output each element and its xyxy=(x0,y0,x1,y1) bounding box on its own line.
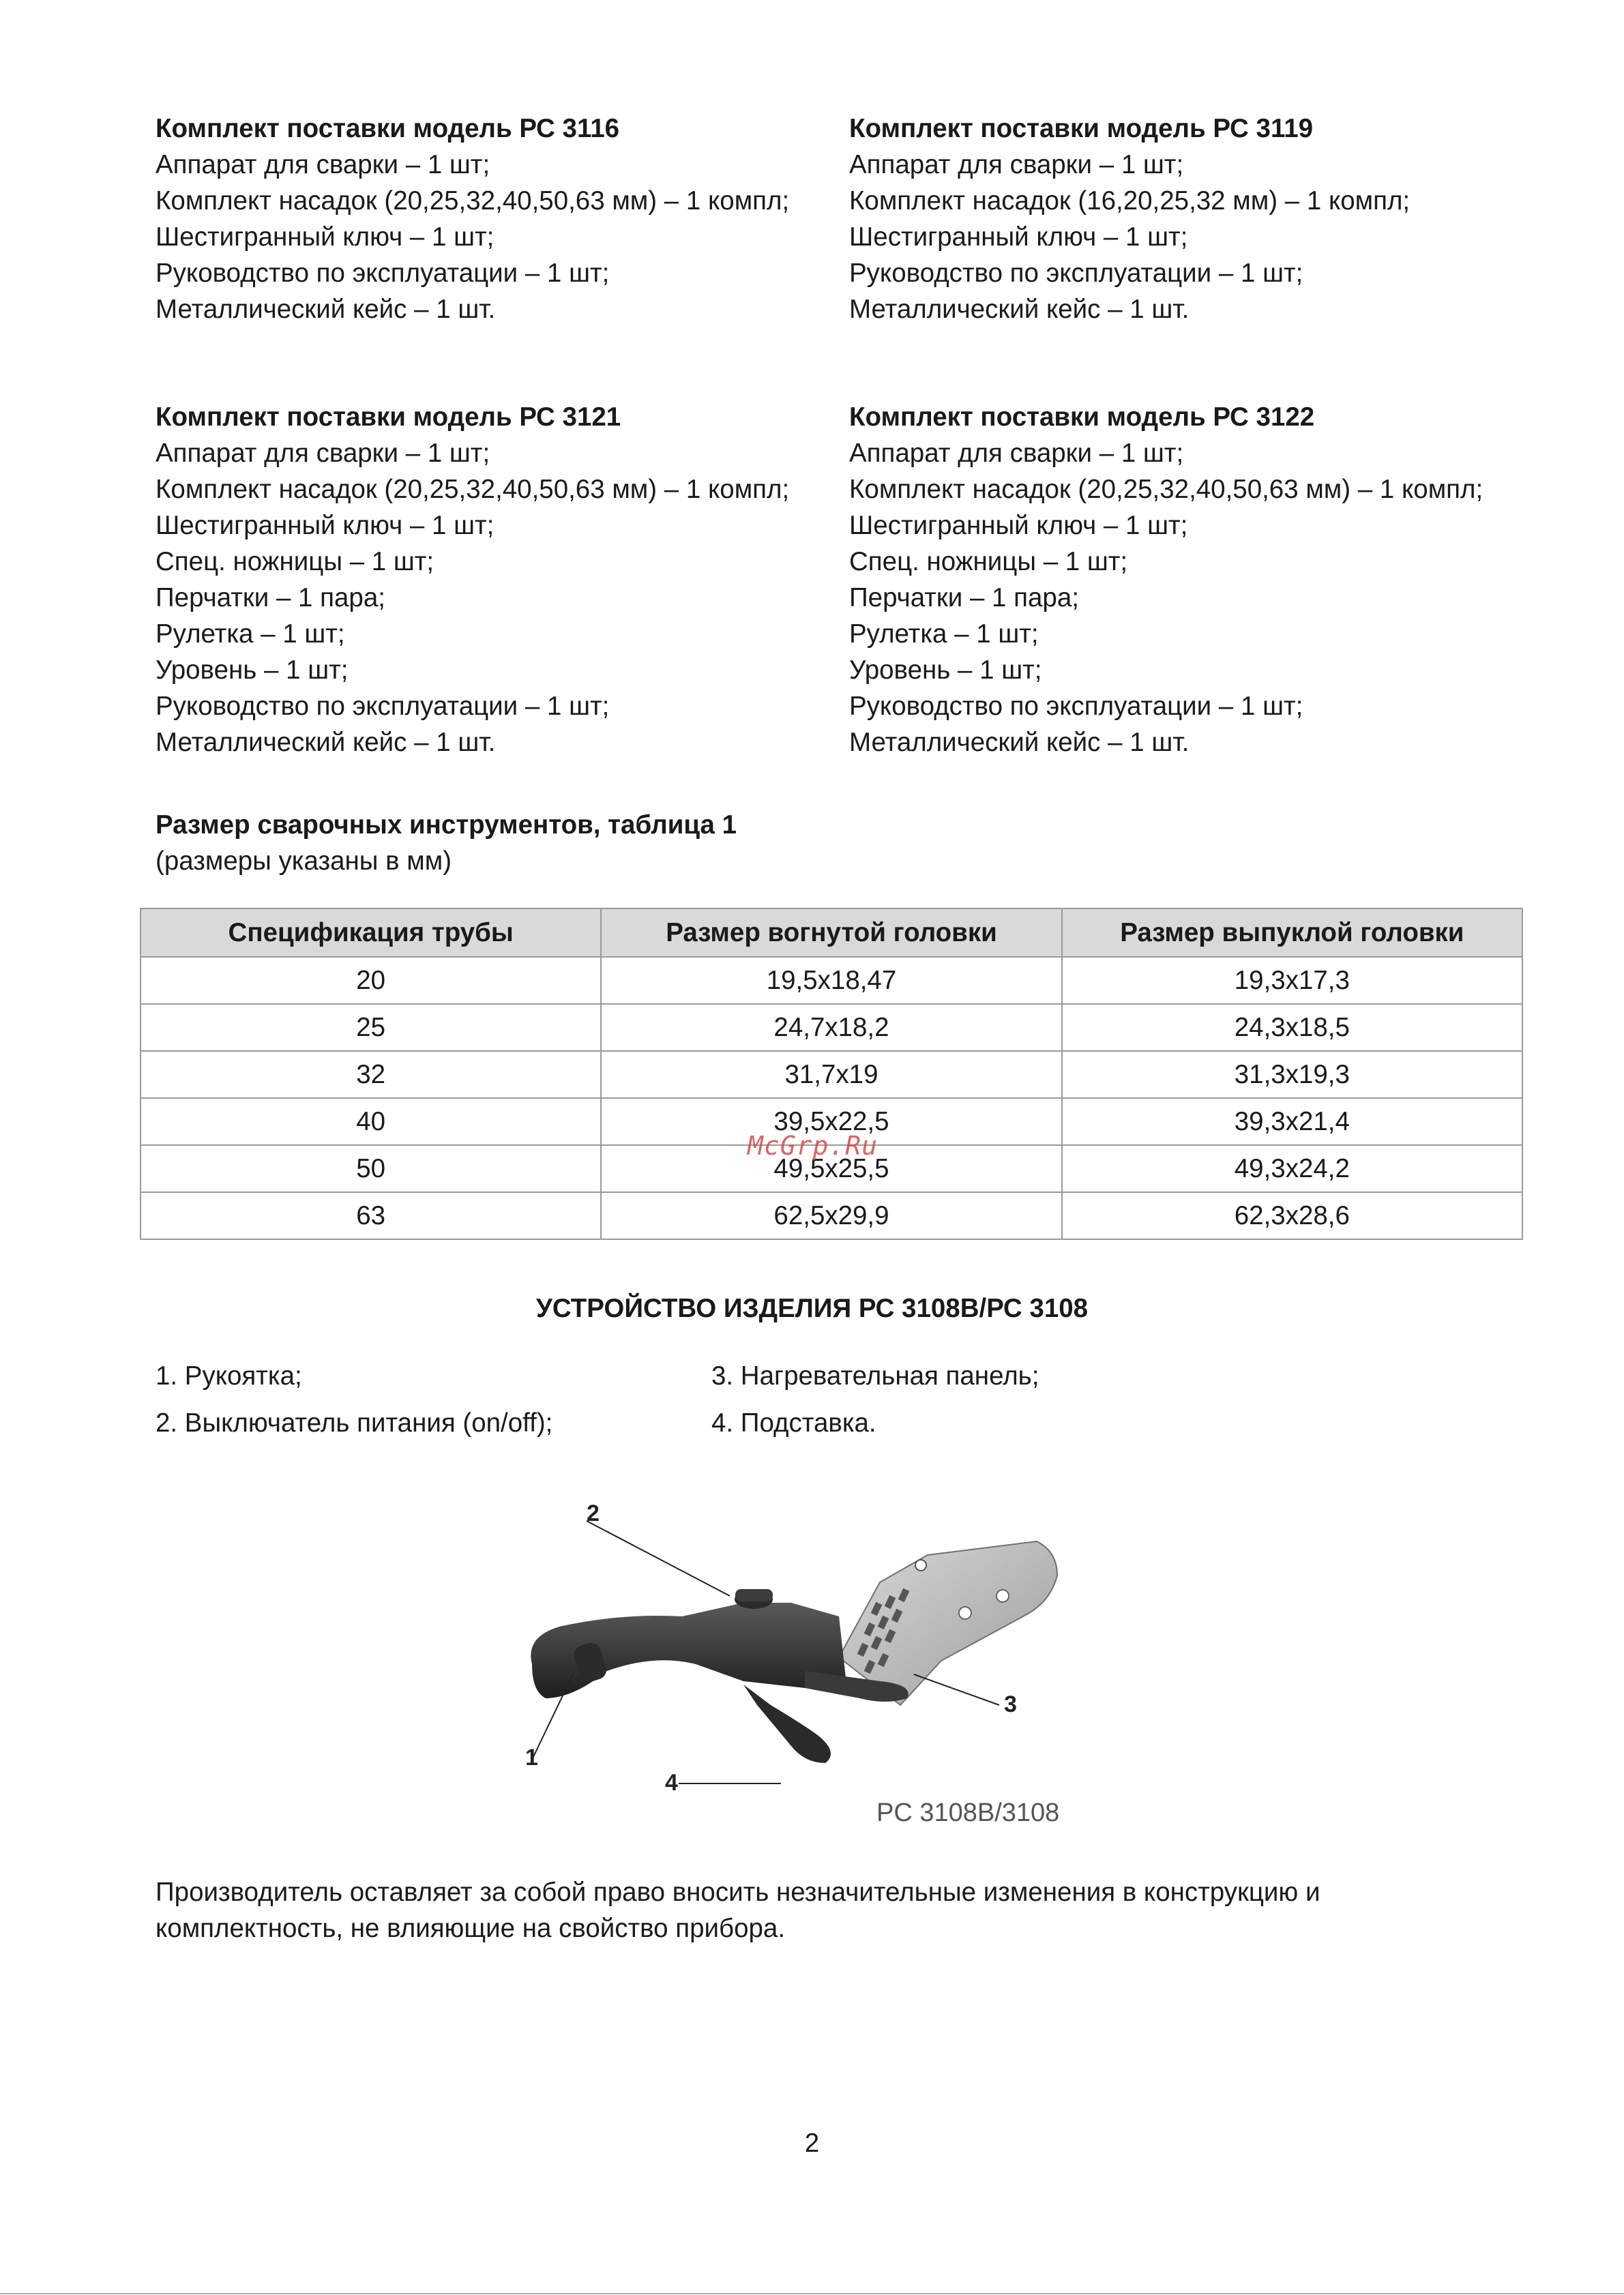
part-heating-panel: 3. Нагревательная панель; xyxy=(711,1361,1039,1391)
table-cell: 24,3х18,5 xyxy=(1062,1004,1522,1051)
callout-1: 1 xyxy=(525,1745,538,1771)
table-cell: 62,5х29,9 xyxy=(601,1192,1061,1239)
table-cell: 50 xyxy=(141,1145,601,1192)
kit-item: Шестигранный ключ – 1 шт; xyxy=(156,511,494,540)
table-cell: 49,5х25,5 xyxy=(601,1145,1061,1192)
table-cell: 24,7х18,2 xyxy=(601,1004,1061,1051)
table-cell: 31,7х19 xyxy=(601,1051,1061,1098)
kit-item: Шестигранный ключ – 1 шт; xyxy=(156,222,494,252)
table-cell: 19,3х17,3 xyxy=(1062,957,1522,1004)
kit-item: Уровень – 1 шт; xyxy=(849,655,1042,685)
table-cell: 19,5х18,47 xyxy=(601,957,1061,1004)
part-handle: 1. Рукоятка; xyxy=(156,1361,302,1391)
kit-title: Комплект поставки модель РС 3121 xyxy=(156,402,621,432)
table-title: Размер сварочных инструментов, таблица 1 xyxy=(156,810,737,840)
page-number: 2 xyxy=(804,2129,820,2158)
kit-item: Металлический кейс – 1 шт. xyxy=(156,728,496,757)
kit-pc3119 xyxy=(849,110,1410,327)
table-row xyxy=(141,1004,1522,1051)
part-stand: 4. Подставка. xyxy=(711,1408,876,1438)
table-row xyxy=(141,1051,1522,1098)
device-section-title: УСТРОЙСТВО ИЗДЕЛИЯ РС 3108В/РС 3108 xyxy=(535,1294,1089,1323)
column-header: Спецификация трубы xyxy=(141,908,601,957)
kit-item: Рулетка – 1 шт; xyxy=(156,619,345,649)
kit-title: Комплект поставки модель РС 3116 xyxy=(156,114,620,143)
bottom-rule xyxy=(0,2293,1624,2294)
table-cell: 32 xyxy=(141,1051,601,1098)
part-power-switch: 2. Выключатель питания (on/off); xyxy=(156,1408,553,1438)
table-cell: 39,5х22,5 xyxy=(601,1098,1061,1145)
kit-item: Спец. ножницы – 1 шт; xyxy=(849,547,1128,576)
callout-2: 2 xyxy=(587,1500,600,1526)
kit-item: Руководство по эксплуатации – 1 шт; xyxy=(156,692,610,721)
column-header: Размер вогнутой головки xyxy=(601,908,1061,957)
kit-item: Спец. ножницы – 1 шт; xyxy=(156,547,434,576)
kit-item: Аппарат для сварки – 1 шт; xyxy=(156,439,490,468)
table-cell: 49,3х24,2 xyxy=(1062,1145,1522,1192)
kit-item: Аппарат для сварки – 1 шт; xyxy=(849,150,1184,179)
table-cell: 62,3х28,6 xyxy=(1062,1192,1522,1239)
watermark: McGrp.Ru xyxy=(748,1131,879,1161)
kit-item: Металлический кейс – 1 шт. xyxy=(156,295,496,324)
table-row xyxy=(141,957,1522,1004)
kit-item: Металлический кейс – 1 шт. xyxy=(849,728,1190,757)
kit-item: Аппарат для сварки – 1 шт; xyxy=(156,150,490,179)
table-cell: 40 xyxy=(141,1098,601,1145)
kit-pc3121 xyxy=(156,399,789,760)
device-body xyxy=(531,1589,846,1698)
kit-item: Уровень – 1 шт; xyxy=(156,655,349,685)
sizes-table xyxy=(140,908,1523,1240)
kit-title: Комплект поставки модель РС 3122 xyxy=(849,402,1315,432)
kit-item: Металлический кейс – 1 шт. xyxy=(849,295,1190,324)
kit-item: Рулетка – 1 шт; xyxy=(849,619,1039,649)
table-note: (размеры указаны в мм) xyxy=(156,846,452,876)
table-cell: 31,3х19,3 xyxy=(1062,1051,1522,1098)
kit-pc3116 xyxy=(156,110,789,327)
kit-item: Шестигранный ключ – 1 шт; xyxy=(849,511,1188,540)
column-header: Размер выпуклой головки xyxy=(1062,908,1522,957)
kit-item: Руководство по эксплуатации – 1 шт; xyxy=(156,258,610,288)
kit-item: Комплект насадок (20,25,32,40,50,63 мм) – 1 компл; xyxy=(156,475,790,504)
table-cell: 63 xyxy=(141,1192,601,1239)
table-row xyxy=(141,1192,1522,1239)
kit-item: Комплект насадок (20,25,32,40,50,63 мм) – 1 компл; xyxy=(849,475,1483,504)
callout-4: 4 xyxy=(665,1770,678,1796)
kit-item: Комплект насадок (20,25,32,40,50,63 мм) – 1 компл; xyxy=(156,186,790,216)
figure-caption: PC 3108B/3108 xyxy=(876,1798,1060,1827)
disclaimer-text: Производитель оставляет за собой право вносить незначительные изменения в конструкцию и комплектность, не влияющие на свойство прибора. xyxy=(156,1878,1320,1943)
kit-item: Аппарат для сварки – 1 шт; xyxy=(849,439,1184,468)
table-cell: 25 xyxy=(141,1004,601,1051)
kit-title: Комплект поставки модель РС 3119 xyxy=(849,114,1314,143)
stand-leg xyxy=(743,1671,909,1763)
kit-item: Руководство по эксплуатации – 1 шт; xyxy=(849,258,1303,288)
kit-item: Перчатки – 1 пара; xyxy=(849,583,1079,612)
kit-item: Комплект насадок (16,20,25,32 мм) – 1 компл; xyxy=(849,186,1411,216)
table-cell: 39,3х21,4 xyxy=(1062,1098,1522,1145)
welding-device-figure xyxy=(518,1500,1105,1848)
callout-3: 3 xyxy=(1004,1691,1017,1717)
kit-item: Руководство по эксплуатации – 1 шт; xyxy=(849,692,1303,721)
kit-pc3122 xyxy=(849,399,1483,760)
table-header-row xyxy=(141,908,1522,957)
kit-item: Шестигранный ключ – 1 шт; xyxy=(849,222,1188,252)
table-cell: 20 xyxy=(141,957,601,1004)
kit-item: Перчатки – 1 пара; xyxy=(156,583,385,612)
